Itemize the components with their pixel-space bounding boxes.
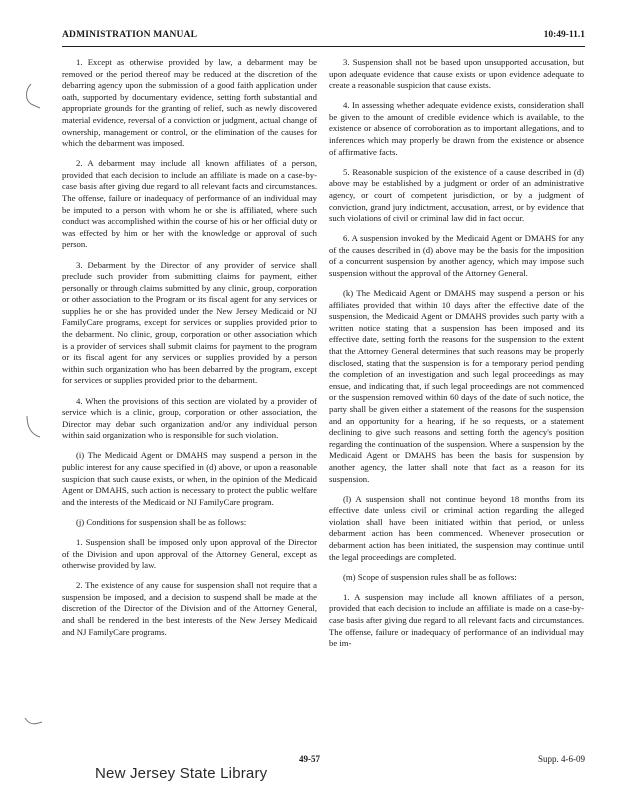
paragraph: 4. In assessing whether adequate evidence exists, consideration shall be given to the amount of credible evidence which is available, to the existence or absence of corroboration as to important allegations, and to inferences which may properly be drawn from the existence or absence of affirmative facts. [329, 100, 584, 157]
margin-scan-mark [22, 700, 44, 730]
paragraph: (j) Conditions for suspension shall be as follows: [76, 516, 247, 527]
paragraph: 2. A debarment may include all known affiliates of a person, provided that each decision to include an affiliate is made on a case-by-case basis after giving due regard to all relevant facts and circumstances. The offense, failure or inadequacy of performance of an individual may be imputed to a person with whom he or she is affiliated, where such conduct was accomplished within the course of his or her official duty or was effected by him or her with the knowledge or approval of such person. [62, 158, 317, 250]
library-watermark: New Jersey State Library [95, 765, 268, 782]
paragraph: 1. Suspension shall be imposed only upon approval of the Director of the Division and upon approval of the Attorney General, except as otherwise provided by law. [62, 536, 317, 571]
page-number: 49-57 [299, 754, 320, 764]
paragraph: (i) The Medicaid Agent or DMAHS may suspend a person in the public interest for any cause specified in (d) above, or upon a reasonable suspicion that such cause exists, or when, in the opinion of the Medicaid Agent or DMAHS, such action is necessary to protect the public welfare and the interests of the Medicaid or NJ FamilyCare program. [62, 450, 317, 507]
paragraph: 6. A suspension invoked by the Medicaid Agent or DMAHS for any of the causes described in (d) above may be the basis for the imposition of a concurrent suspension by another agency, which may impose such suspension without the approval of the Attorney General. [329, 233, 584, 278]
header-section: 10:49-11.1 [543, 30, 585, 40]
margin-scan-mark [22, 412, 44, 442]
supplement-date: Supp. 4-6-09 [538, 754, 585, 764]
left-column [62, 57, 317, 647]
running-header [62, 30, 585, 47]
header-title: ADMINISTRATION MANUAL [62, 30, 198, 40]
paragraph: 3. Suspension shall not be based upon unsupported accusation, but upon adequate evidence that cause exists or upon evidence adequate to create a reasonable suspicion that cause exists. [329, 57, 584, 91]
paragraph: 3. Debarment by the Director of any provider of service shall preclude such provider from submitting claims for payment, either personally or through claims submitted by any clinic, group, corporation or other association to the Program or its fiscal agent for any services or supplies he or she has provided under the New Jersey Medicaid or NJ FamilyCare programs, except for services or supplies provided prior to the debarment. No clinic, group, corporation or other association which is a provider of services shall submit claims for payment to the program or its fiscal agent for any services or supplies provided by a person within such organization who has been debarred by the program, except for services or supplies provided prior to the debarment. [62, 259, 317, 386]
paragraph: 1. A suspension may include all known affiliates of a person, provided that each decision to include an affiliate is made on a case-by-case basis after giving due regard to all relevant facts and circumstances. The offense, failure or inadequacy of performance of an individual may be im- [329, 591, 584, 649]
paragraph: 2. The existence of any cause for suspension shall not require that a suspension be imposed, and a decision to suspend shall be made at the discretion of the Director of the Division and of the Attorney General, and shall be rendered in the best interests of the New Jersey Medicaid and NJ FamilyCare programs. [62, 580, 317, 637]
paragraph: 5. Reasonable suspicion of the existence of a cause described in (d) above may be established by a judgment or order of an administrative agency, or court of competent jurisdiction, or by a judgment of conviction, grand jury indictment, accusation, arrest, or by evidence that such violations of civil or criminal law did in fact occur. [329, 166, 584, 224]
paragraph: (l) A suspension shall not continue beyond 18 months from its effective date unless civil or criminal action regarding the alleged violation shall have been initiated within that period, or unless debarment action has been commenced. Whenever prosecution or debarment action has been initiated, the suspension may continue until the legal proceedings are completed. [329, 493, 584, 562]
right-column [329, 57, 584, 658]
paragraph: (m) Scope of suspension rules shall be as follows: [343, 571, 517, 582]
paragraph: (k) The Medicaid Agent or DMAHS may suspend a person or his affiliates provided that within 10 days after the effective date of the suspension, the Medicaid Agent or DMAHS provides such party with a written notice stating that a suspension has been imposed and its effective date, setting forth the reasons for the suspension to the extent that the Attorney General determines that such reasons may be properly disclosed, stating that the suspension is for a temporary period pending the completion of an investigation and such legal proceedings as may ensue, and indicating that, if such legal proceedings are not commenced or the suspension removed within 60 days of the date of such notice, the party shall be given either a statement of the reasons for the suspension and an opportunity for a hearing, if he so requests, or a statement declining to give such reasons and setting forth the agency's position regarding the continuation of the suspension. Where a suspension by the Medicaid Agent or DMAHS has been the basis for suspension by another agency, the latter shall note that fact as a reason for its suspension. [329, 288, 584, 484]
margin-scan-mark [22, 82, 44, 112]
paragraph: 4. When the provisions of this section are violated by a provider of service which is a clinic, group, corporation or other association, the Director may debar such organization and/or any individual person within said organization who is responsible for such violation. [62, 395, 317, 441]
paragraph: 1. Except as otherwise provided by law, a debarment may be removed or the period thereof may be reduced at the discretion of the debarring agency upon the submission of a good faith application under oath, supported by documentary evidence, setting forth substantial and appropriate grounds for the granting of relief, such as newly discovered material evidence, reversal of a conviction or judgment, actual change of ownership, management or control, or the elimination of the causes for which the debarment was imposed. [62, 57, 317, 149]
